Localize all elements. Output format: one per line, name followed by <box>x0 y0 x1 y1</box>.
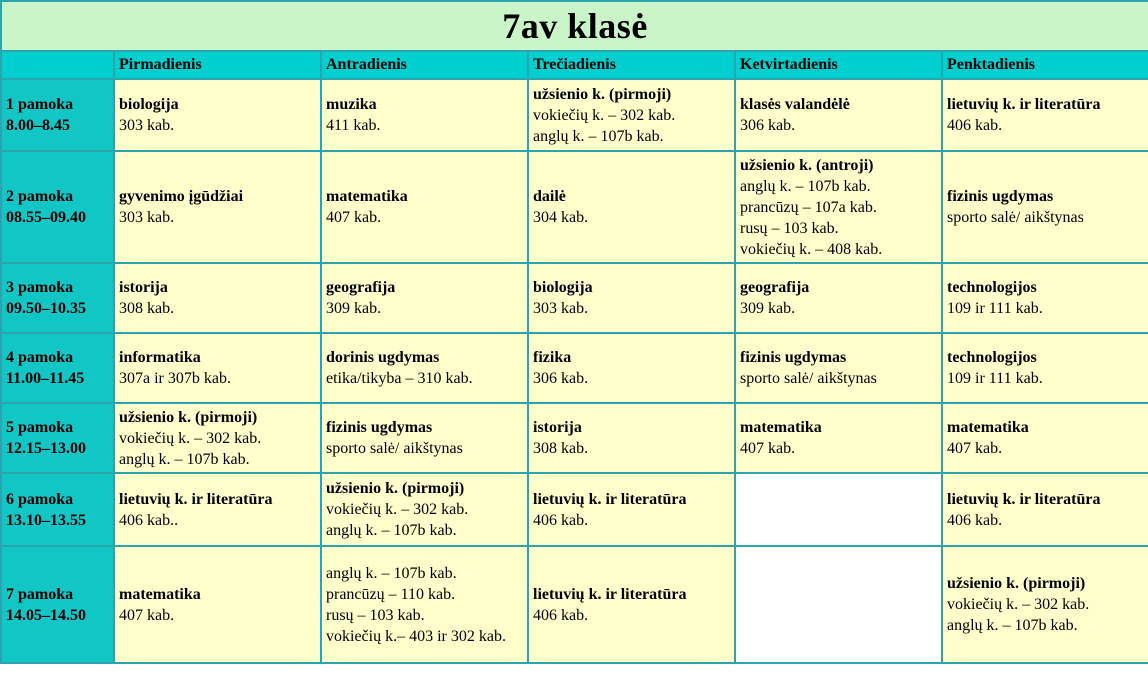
lesson-time: 14.05–14.50 <box>6 606 86 624</box>
room-info: prancūzų – 107a kab. <box>740 198 877 216</box>
class-cell <box>529 80 734 150</box>
room-info: vokiečių k. – 408 kab. <box>740 240 883 258</box>
page-title: 7av klasė <box>2 2 1148 50</box>
table-row <box>2 80 1148 150</box>
day-header: Antradienis <box>322 52 527 78</box>
day-header: Trečiadienis <box>529 52 734 78</box>
subject-name: lietuvių k. ir literatūra <box>533 585 687 603</box>
subject-name: fizinis ugdymas <box>740 349 847 366</box>
subject-name: matematika <box>947 419 1029 436</box>
room-info: anglų k. – 107b kab. <box>326 522 457 539</box>
table-row <box>2 334 1148 402</box>
lesson-number: 5 pamoka <box>6 419 74 436</box>
subject-name: dailė <box>533 188 566 205</box>
lesson-time: 12.15–13.00 <box>6 440 86 457</box>
subject-name: lietuvių k. ir literatūra <box>533 490 687 508</box>
room-info: 109 ir 111 kab. <box>947 300 1043 317</box>
lesson-time: 08.55–09.40 <box>6 209 86 226</box>
subject-name: matematika <box>119 585 201 603</box>
room-info: sporto salė/ aikštynas <box>326 440 463 457</box>
subject-name: gyvenimo įgūdžiai <box>119 188 244 205</box>
room-info: 406 kab.. <box>119 511 179 529</box>
room-info: anglų k. – 107b kab. <box>119 450 250 468</box>
class-cell <box>322 404 527 472</box>
lesson-cell <box>2 474 113 545</box>
class-cell <box>736 404 941 472</box>
class-cell <box>736 334 941 402</box>
room-info: 303 kab. <box>119 117 175 134</box>
class-cell <box>529 404 734 472</box>
subject-name: fizinis ugdymas <box>947 188 1054 205</box>
lesson-cell <box>2 152 113 262</box>
header-corner <box>2 52 113 78</box>
subject-name: biologija <box>119 96 179 113</box>
class-cell <box>943 334 1148 402</box>
class-cell <box>943 264 1148 332</box>
class-cell <box>322 547 527 662</box>
room-info: sporto salė/ aikštynas <box>947 209 1084 226</box>
subject-name: technologijos <box>947 349 1037 366</box>
room-info: anglų k. – 107b kab. <box>740 177 871 195</box>
class-cell <box>322 334 527 402</box>
room-info: 406 kab. <box>947 117 1003 134</box>
subject-name: užsienio k. (pirmoji) <box>119 408 258 426</box>
table-row <box>2 547 1148 662</box>
lesson-time: 8.00–8.45 <box>6 117 70 134</box>
subject-name: fizika <box>533 349 572 366</box>
empty-cell <box>736 547 941 662</box>
subject-name: muzika <box>326 96 377 113</box>
subject-name: lietuvių k. ir literatūra <box>947 96 1101 113</box>
room-info: prancūzų – 110 kab. <box>326 585 456 603</box>
room-info: 307a ir 307b kab. <box>119 370 231 387</box>
lesson-cell <box>2 264 113 332</box>
lesson-time: 09.50–10.35 <box>6 300 86 317</box>
room-info: 303 kab. <box>119 209 175 226</box>
lesson-number: 3 pamoka <box>6 279 74 296</box>
room-info: vokiečių k.– 403 ir 302 kab. <box>326 627 506 645</box>
subject-name: istorija <box>119 279 168 296</box>
room-info: anglų k. – 107b kab. <box>947 617 1078 634</box>
subject-name: istorija <box>533 419 582 436</box>
room-info: rusų – 103 kab. <box>326 606 425 624</box>
lesson-number: 6 pamoka <box>6 490 74 508</box>
room-info: 306 kab. <box>740 117 796 134</box>
subject-name: geografija <box>740 279 810 296</box>
class-cell <box>736 264 941 332</box>
room-info: 309 kab. <box>326 300 382 317</box>
lesson-time: 11.00–11.45 <box>6 370 85 387</box>
class-cell <box>322 152 527 262</box>
room-info: anglų k. – 107b kab. <box>326 564 457 582</box>
class-cell <box>529 334 734 402</box>
class-cell <box>115 547 320 662</box>
room-info: sporto salė/ aikštynas <box>740 370 877 387</box>
room-info: vokiečių k. – 302 kab. <box>119 429 262 447</box>
room-info: 308 kab. <box>533 440 589 457</box>
subject-name: fizinis ugdymas <box>326 419 433 436</box>
subject-name: informatika <box>119 349 201 366</box>
room-info: 309 kab. <box>740 300 796 317</box>
lesson-time: 13.10–13.55 <box>6 511 86 529</box>
subject-name: matematika <box>740 419 822 436</box>
room-info: vokiečių k. – 302 kab. <box>947 596 1090 613</box>
class-cell <box>943 547 1148 662</box>
room-info: 407 kab. <box>326 209 382 226</box>
room-info: 303 kab. <box>533 300 589 317</box>
room-info: 406 kab. <box>947 511 1003 529</box>
day-header: Pirmadienis <box>115 52 320 78</box>
lesson-cell <box>2 334 113 402</box>
subject-name: geografija <box>326 279 396 296</box>
class-cell <box>529 152 734 262</box>
day-header: Ketvirtadienis <box>736 52 941 78</box>
class-cell <box>943 80 1148 150</box>
table-row <box>2 264 1148 332</box>
subject-name: užsienio k. (pirmoji) <box>947 575 1086 592</box>
lesson-number: 4 pamoka <box>6 349 74 366</box>
subject-name: užsienio k. (pirmoji) <box>326 480 465 497</box>
room-info: 406 kab. <box>533 511 589 529</box>
class-cell <box>529 264 734 332</box>
lesson-cell <box>2 404 113 472</box>
class-cell <box>529 474 734 545</box>
room-info: 406 kab. <box>533 606 589 624</box>
class-cell <box>943 404 1148 472</box>
class-cell <box>115 264 320 332</box>
subject-name: klasės valandėlė <box>740 96 850 113</box>
class-cell <box>322 264 527 332</box>
lesson-cell <box>2 80 113 150</box>
class-cell <box>529 547 734 662</box>
class-cell <box>322 474 527 545</box>
room-info: 407 kab. <box>740 440 796 457</box>
table-row <box>2 404 1148 472</box>
lesson-cell <box>2 547 113 662</box>
empty-cell <box>736 474 941 545</box>
room-info: etika/tikyba – 310 kab. <box>326 370 473 387</box>
room-info: 109 ir 111 kab. <box>947 370 1043 387</box>
class-cell <box>115 404 320 472</box>
class-cell <box>943 474 1148 545</box>
class-cell <box>736 80 941 150</box>
room-info: anglų k. – 107b kab. <box>533 127 664 145</box>
subject-name: lietuvių k. ir literatūra <box>947 490 1101 508</box>
class-cell <box>943 152 1148 262</box>
subject-name: biologija <box>533 279 593 296</box>
room-info: 411 kab. <box>326 117 381 134</box>
room-info: vokiečių k. – 302 kab. <box>533 106 676 124</box>
subject-name: užsienio k. (pirmoji) <box>533 85 672 103</box>
room-info: 407 kab. <box>119 606 175 624</box>
class-cell <box>115 334 320 402</box>
room-info: 304 kab. <box>533 209 589 226</box>
lesson-number: 7 pamoka <box>6 585 74 603</box>
room-info: 308 kab. <box>119 300 175 317</box>
table-row <box>2 152 1148 262</box>
subject-name: lietuvių k. ir literatūra <box>119 490 273 508</box>
subject-name: matematika <box>326 188 408 205</box>
subject-name: užsienio k. (antroji) <box>740 156 874 174</box>
room-info: 407 kab. <box>947 440 1003 457</box>
day-header: Penktadienis <box>943 52 1148 78</box>
class-cell <box>322 80 527 150</box>
table-row <box>2 474 1148 545</box>
room-info: vokiečių k. – 302 kab. <box>326 501 469 518</box>
room-info: 306 kab. <box>533 370 589 387</box>
class-cell <box>115 80 320 150</box>
class-cell <box>115 152 320 262</box>
subject-name: technologijos <box>947 279 1037 296</box>
class-cell <box>115 474 320 545</box>
subject-name: dorinis ugdymas <box>326 349 440 366</box>
class-cell <box>736 152 941 262</box>
lesson-number: 1 pamoka <box>6 96 74 113</box>
room-info: rusų – 103 kab. <box>740 219 839 237</box>
lesson-number: 2 pamoka <box>6 188 74 205</box>
header-row <box>2 52 1148 78</box>
